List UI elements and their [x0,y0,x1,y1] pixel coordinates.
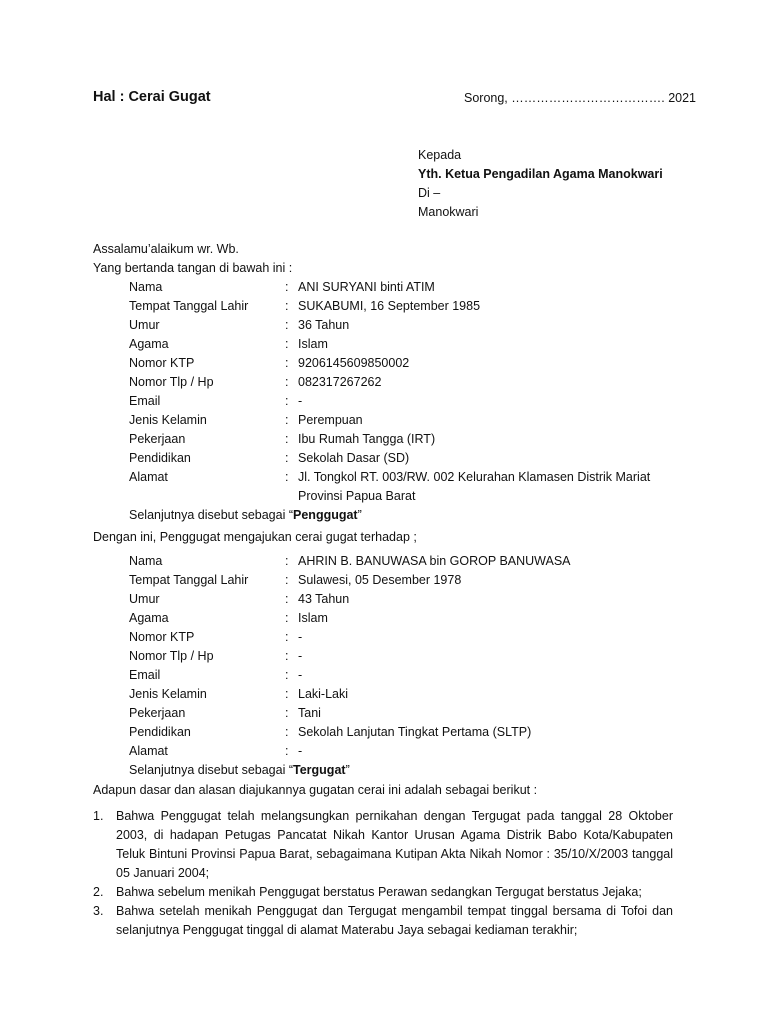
identity-colon: : [285,649,289,663]
plaintiff-identity-table [129,278,689,525]
reason-item [93,902,673,940]
identity-value: 36 Tahun [298,318,350,332]
identity-value: Sekolah Dasar (SD) [298,451,410,465]
identity-row [129,552,689,571]
identity-colon: : [285,394,289,408]
referred-as-suffix: ” [345,763,350,777]
reasons-list [93,807,673,940]
identity-row [129,666,689,685]
identity-label: Nomor Tlp / Hp [129,649,214,663]
identity-row [129,468,689,506]
reason-number: 2. [93,885,104,899]
intro-line: Yang bertanda tangan di bawah ini : [93,261,293,275]
place-date-line: Sorong, ………………………………. 2021 [464,91,697,105]
identity-colon: : [285,573,289,587]
identity-row [129,411,689,430]
identity-row [129,628,689,647]
identity-colon: : [285,554,289,568]
document-title: Hal : Cerai Gugat [93,89,211,105]
reason-number: 3. [93,904,104,918]
identity-label: Nama [129,280,163,294]
defendant-identity-table [129,552,689,780]
recipient-city: Manokwari [418,205,479,219]
reasons-intro: Adapun dasar dan alasan diajukannya gugatan cerai ini adalah sebagai berikut : [93,783,538,797]
identity-value: Ibu Rumah Tangga (IRT) [298,432,436,446]
identity-label: Umur [129,318,160,332]
identity-label: Email [129,668,161,682]
recipient-line: Kepada [418,148,462,162]
identity-row [129,430,689,449]
identity-row [129,609,689,628]
reason-item [93,883,673,902]
identity-colon: : [285,725,289,739]
referred-as-role: Tergugat [293,763,346,777]
identity-colon: : [285,280,289,294]
identity-colon: : [285,630,289,644]
identity-value: - [298,668,303,682]
identity-value: Tani [298,706,321,720]
referred-as-line [129,761,689,780]
identity-label: Tempat Tanggal Lahir [129,573,249,587]
recipient-block [418,146,663,222]
identity-row [129,647,689,666]
identity-value: AHRIN B. BANUWASA bin GOROP BANUWASA [298,554,571,568]
reason-text: Bahwa sebelum menikah Penggugat berstatus Perawan sedangkan Tergugat berstatus Jejaka; [116,885,642,899]
identity-colon: : [285,451,289,465]
identity-colon: : [285,611,289,625]
identity-label: Email [129,394,161,408]
identity-row [129,704,689,723]
identity-row [129,316,689,335]
identity-row [129,723,689,742]
identity-value: - [298,744,303,758]
identity-value: Perempuan [298,413,363,427]
identity-row [129,278,689,297]
identity-label: Pekerjaan [129,432,186,446]
identity-value: Jl. Tongkol RT. 003/RW. 002 Kelurahan Klamasen Distrik Mariat Provinsi Papua Barat [298,470,651,503]
identity-value: - [298,394,303,408]
reason-text: Bahwa setelah menikah Penggugat dan Tergugat mengambil tempat tinggal bersama di Tofoi dan selanjutnya Penggugat tinggal di alamat Materabu Jaya sebagai kediaman terakhir; [116,904,673,937]
identity-value: Islam [298,611,328,625]
identity-row [129,335,689,354]
identity-value: ANI SURYANI binti ATIM [298,280,435,294]
referred-as-prefix: Selanjutnya disebut sebagai “ [129,763,294,777]
identity-colon: : [285,375,289,389]
identity-value: 082317267262 [298,375,382,389]
identity-colon: : [285,470,289,484]
identity-label: Nomor KTP [129,630,195,644]
identity-value: Laki-Laki [298,687,349,701]
identity-colon: : [285,318,289,332]
identity-label: Nama [129,554,163,568]
identity-label: Umur [129,592,160,606]
identity-row [129,571,689,590]
identity-label: Pendidikan [129,725,191,739]
identity-value: 9206145609850002 [298,356,410,370]
reason-item [93,807,673,883]
identity-value: - [298,630,303,644]
reason-number: 1. [93,809,104,823]
identity-colon: : [285,592,289,606]
identity-row [129,392,689,411]
identity-colon: : [285,687,289,701]
identity-label: Nomor Tlp / Hp [129,375,214,389]
identity-label: Alamat [129,744,168,758]
identity-label: Jenis Kelamin [129,413,207,427]
identity-value: Islam [298,337,328,351]
identity-value: Sulawesi, 05 Desember 1978 [298,573,462,587]
identity-row [129,590,689,609]
identity-row [129,449,689,468]
identity-colon: : [285,432,289,446]
reason-text: Bahwa Penggugat telah melangsungkan pernikahan dengan Tergugat pada tanggal 28 Oktober 2003, di hadapan Petugas Pancatat Nikah Kantor Urusan Agama Distrik Babo Kota/Kabupaten Teluk Bintuni Provinsi Papua Barat, sebagaimana Kutipan Akta Nikah Nomor : 35/10/X/2003 tanggal 05 Januari 2004; [116,809,673,880]
recipient-addressee: Yth. Ketua Pengadilan Agama Manokwari [418,167,663,181]
referred-as-line [129,506,689,525]
identity-colon: : [285,299,289,313]
transition-line: Dengan ini, Penggugat mengajukan cerai gugat terhadap ; [93,530,417,544]
identity-label: Nomor KTP [129,356,195,370]
recipient-line: Di – [418,186,441,200]
referred-as-role: Penggugat [293,508,358,522]
identity-label: Pendidikan [129,451,191,465]
identity-label: Pekerjaan [129,706,186,720]
identity-value: - [298,649,303,663]
identity-value: 43 Tahun [298,592,350,606]
identity-label: Agama [129,337,169,351]
identity-row [129,297,689,316]
identity-label: Jenis Kelamin [129,687,207,701]
identity-row [129,354,689,373]
identity-value: Sekolah Lanjutan Tingkat Pertama (SLTP) [298,725,532,739]
identity-row [129,742,689,761]
identity-row [129,373,689,392]
identity-label: Tempat Tanggal Lahir [129,299,249,313]
identity-colon: : [285,668,289,682]
identity-colon: : [285,744,289,758]
opening-block [93,240,292,278]
identity-colon: : [285,413,289,427]
identity-label: Alamat [129,470,168,484]
identity-colon: : [285,356,289,370]
identity-colon: : [285,706,289,720]
identity-label: Agama [129,611,169,625]
identity-colon: : [285,337,289,351]
greeting: Assalamu’alaikum wr. Wb. [93,242,239,256]
identity-value: SUKABUMI, 16 September 1985 [298,299,481,313]
identity-row [129,685,689,704]
referred-as-suffix: ” [357,508,362,522]
referred-as-prefix: Selanjutnya disebut sebagai “ [129,508,294,522]
